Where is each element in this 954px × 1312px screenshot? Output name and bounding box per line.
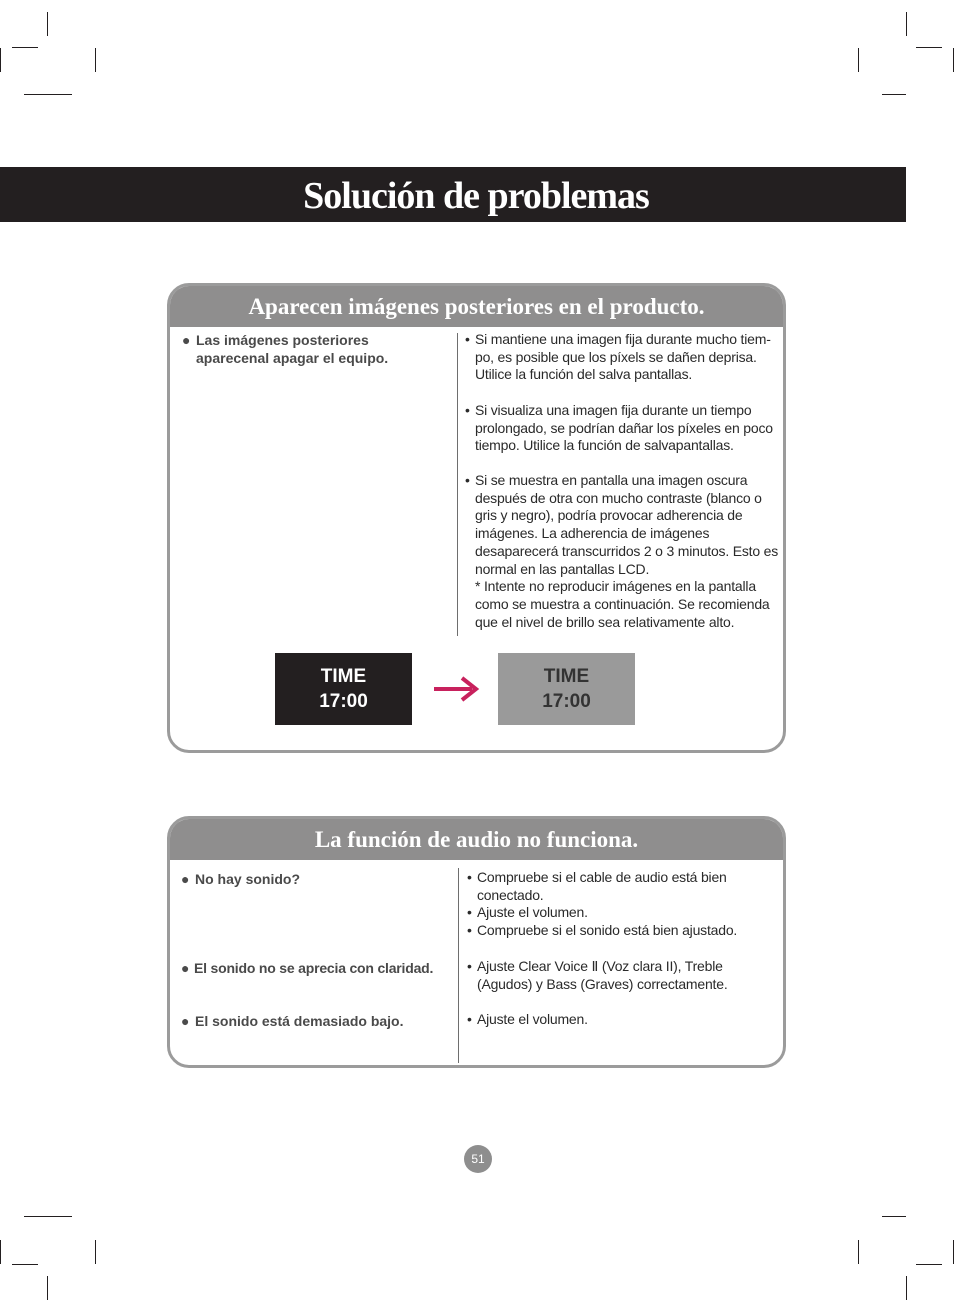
time-label: TIME: [543, 666, 590, 687]
time-label: TIME: [320, 666, 367, 687]
answer-line: Compruebe si el sonido está bien ajustado.: [477, 922, 738, 939]
answer-line: conectado.: [477, 886, 544, 903]
question-line: aparecenal apagar el equipo.: [196, 350, 389, 366]
section-audio-header: [170, 819, 783, 860]
bullet: ●: [181, 871, 190, 887]
answer-line: Si se muestra en pantalla una imagen oscura: [475, 472, 748, 488]
answer-line: normal en las pantallas LCD.: [475, 560, 650, 577]
time-value: 17:00: [542, 691, 591, 712]
answer-line: después de otra con mucho contraste (blanco o: [475, 489, 762, 506]
answer-prolonged-image: [465, 402, 785, 455]
column-divider: [457, 333, 458, 636]
section-image-retention-heading: Aparecen imágenes posteriores en el producto.: [248, 294, 705, 319]
answer-static-image: [465, 331, 785, 384]
time-value: 17:00: [319, 691, 368, 712]
answer-line: Si mantiene una imagen fija durante mucho tiem-: [475, 331, 771, 347]
bullet: •: [467, 922, 472, 939]
question-line: Las imágenes posteriores: [196, 332, 369, 348]
question-text: No hay sonido?: [195, 871, 300, 887]
answer-low-sound: [467, 1011, 785, 1029]
answer-line: Ajuste el volumen.: [477, 904, 588, 921]
answer-line: Si visualiza una imagen fija durante un tiempo: [475, 402, 752, 418]
bullet: •: [465, 402, 470, 418]
bullet: ●: [181, 1013, 190, 1029]
page-title: Solución de problemas: [303, 175, 649, 217]
answer-line: Ajuste el volumen.: [477, 1011, 588, 1027]
section-audio: [167, 816, 786, 1068]
answer-unclear-sound: [467, 958, 785, 993]
answer-no-sound: [467, 869, 785, 940]
title-bar: [0, 167, 906, 222]
answer-line: como se muestra a continuación. Se recomienda: [475, 595, 770, 612]
answer-line: (Agudos) y Bass (Graves) correctamente.: [477, 975, 728, 992]
time-display-light: [498, 653, 635, 725]
bullet: •: [467, 1011, 472, 1027]
answer-line: * Intente no reproducir imágenes en la pantalla: [475, 578, 756, 595]
question-afterimages: [182, 331, 452, 367]
question-no-sound: [181, 870, 453, 888]
answer-line: desaparecerá transcurridos 2 o 3 minutos. Esto es: [475, 542, 779, 559]
answer-line: imágenes. La adherencia de imágenes: [475, 525, 710, 542]
section-audio-heading: La función de audio no funciona.: [314, 827, 639, 852]
question-text: El sonido está demasiado bajo.: [195, 1013, 404, 1029]
bullet: ●: [181, 960, 190, 976]
bullet: •: [467, 904, 472, 921]
question-text: El sonido no se aprecia con claridad.: [194, 960, 434, 976]
answer-line: Utilice la función del salva pantallas.: [475, 366, 693, 383]
section-image-retention: [167, 283, 786, 753]
page-number: 51: [464, 1145, 492, 1173]
question-low-sound: [181, 1012, 453, 1030]
answer-line: tiempo. Utilice la función de salvapantallas.: [475, 437, 734, 454]
section-image-retention-header: [170, 286, 783, 327]
bullet: ●: [182, 332, 191, 348]
answer-dark-image: [465, 472, 785, 631]
bullet: •: [465, 331, 470, 347]
answer-line: que el nivel de brillo sea relativamente alto.: [475, 613, 735, 630]
answer-line: gris y negro), podría provocar adherencia de: [475, 507, 743, 524]
answer-line: prolongado, se podrían dañar los píxeles en poco: [475, 419, 773, 436]
bullet: •: [465, 472, 470, 488]
question-unclear-sound: [181, 959, 453, 977]
answer-line: Ajuste Clear Voice Ⅱ (Voz clara II), Treble: [477, 958, 723, 974]
time-display-dark: [275, 653, 412, 725]
answer-line: po, es posible que los píxels se dañen deprisa.: [475, 348, 757, 365]
column-divider: [458, 868, 459, 1063]
bullet: •: [467, 958, 472, 974]
arrow-right-icon: [432, 676, 480, 702]
answer-line: Compruebe si el cable de audio está bien: [477, 869, 727, 885]
bullet: •: [467, 869, 472, 885]
